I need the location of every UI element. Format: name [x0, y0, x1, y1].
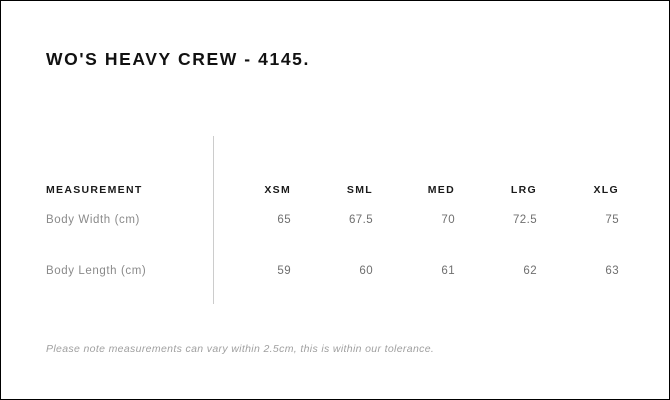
- cell-body-length-med: 61: [441, 265, 455, 277]
- column-header-xlg: XLG: [593, 184, 619, 196]
- column-header-xsm: XSM: [264, 184, 291, 196]
- cell-body-width-xsm: 65: [277, 213, 291, 226]
- cell-body-width-med: 70: [441, 213, 455, 226]
- cell-body-width-xlg: 75: [605, 213, 619, 226]
- column-header-sml: SML: [346, 184, 373, 196]
- table-header-row: [46, 136, 631, 196]
- table-row: [46, 196, 631, 243]
- cell-body-length-lrg: 62: [523, 265, 537, 277]
- column-header-lrg: LRG: [510, 184, 537, 196]
- table-body: [46, 196, 631, 299]
- page-title: WO'S HEAVY CREW - 4145.: [46, 49, 310, 69]
- table-header: [46, 136, 631, 196]
- table-row: [46, 243, 631, 299]
- row-label-body-width: Body Width (cm): [46, 213, 140, 226]
- cell-body-length-xlg: 63: [605, 265, 619, 277]
- cell-body-length-xsm: 59: [277, 265, 291, 277]
- row-label-body-length: Body Length (cm): [46, 265, 147, 277]
- cell-body-length-sml: 60: [359, 265, 373, 277]
- cell-body-width-lrg: 72.5: [513, 213, 537, 226]
- size-table: [46, 136, 631, 299]
- column-header-med: MED: [427, 184, 455, 196]
- size-table-container: [46, 136, 631, 299]
- tolerance-note: Please note measurements can vary within 2.5cm, this is within our tolerance.: [46, 343, 435, 355]
- cell-body-width-sml: 67.5: [349, 213, 373, 226]
- column-header-measurement: MEASUREMENT: [46, 184, 143, 196]
